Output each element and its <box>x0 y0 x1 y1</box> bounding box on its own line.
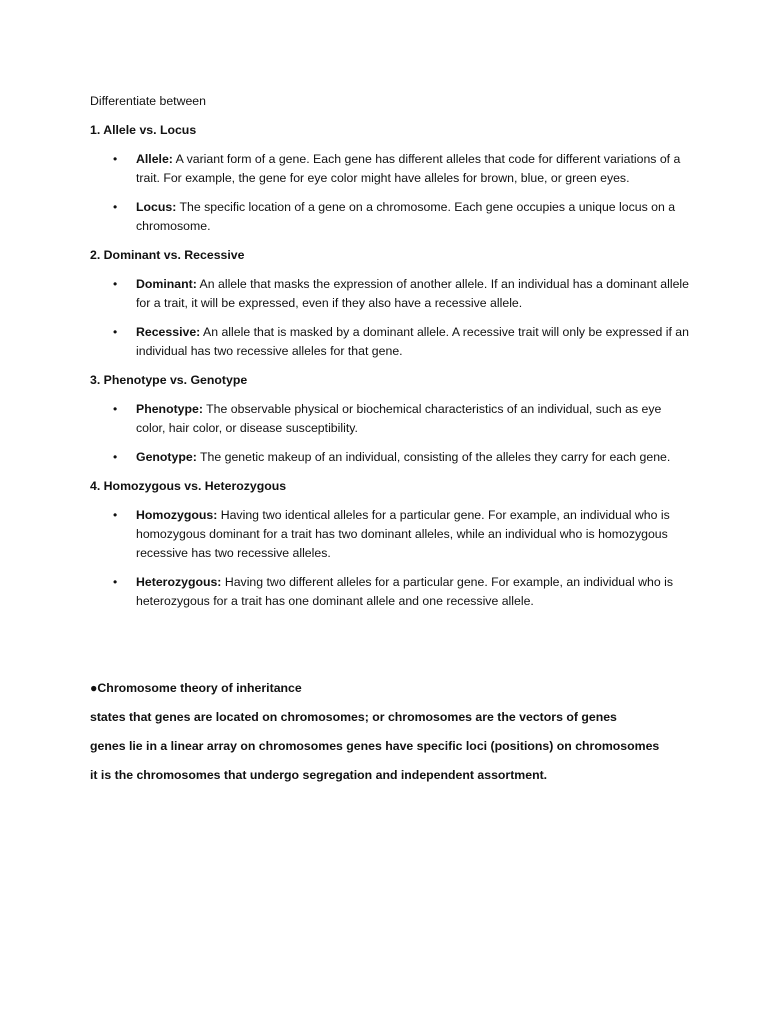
term: Locus: <box>136 200 177 214</box>
bullet-icon: • <box>113 450 118 464</box>
definition: An allele that masks the expression of another allele. If an individual has a dominant allele for a trait, it will be expressed, even if they also have a recessive allele. <box>136 277 689 310</box>
term: Homozygous: <box>136 508 218 522</box>
section-dominant-recessive <box>90 246 690 361</box>
document-body <box>90 92 690 795</box>
theory-heading: ●Chromosome theory of inheritance <box>90 681 302 695</box>
section-chromosome-theory <box>90 679 690 785</box>
list-item <box>90 448 690 467</box>
bullet-icon: • <box>113 508 118 522</box>
section-phenotype-genotype <box>90 371 690 467</box>
theory-line: genes lie in a linear array on chromosomes genes have specific loci (positions) on chromosomes <box>90 739 660 753</box>
section-allele-locus <box>90 121 690 236</box>
bullet-icon: • <box>113 575 118 589</box>
term: Recessive: <box>136 325 201 339</box>
definition: Having two identical alleles for a particular gene. For example, an individual who is homozygous dominant for a trait has two dominant alleles, while an individual who is homozygous recessive has two recessive alleles. <box>136 508 670 560</box>
theory-line: it is the chromosomes that undergo segregation and independent assortment. <box>90 768 548 782</box>
definition-list <box>90 150 690 236</box>
term: Dominant: <box>136 277 197 291</box>
section-heading: 2. Dominant vs. Recessive <box>90 248 245 262</box>
section-heading: 3. Phenotype vs. Genotype <box>90 373 248 387</box>
blank-space <box>90 621 690 679</box>
definition-list <box>90 400 690 467</box>
list-item <box>90 323 690 361</box>
list-item <box>90 573 690 611</box>
term: Heterozygous: <box>136 575 222 589</box>
list-item <box>90 150 690 188</box>
list-item <box>90 275 690 313</box>
bullet-icon: • <box>113 325 118 339</box>
intro-text: Differentiate between <box>90 94 206 108</box>
definition: The observable physical or biochemical characteristics of an individual, such as eye color, hair color, or disease susceptibility. <box>136 402 662 435</box>
list-item <box>90 400 690 438</box>
theory-line: states that genes are located on chromosomes; or chromosomes are the vectors of genes <box>90 710 617 724</box>
bullet-icon: • <box>113 402 118 416</box>
definition: Having two different alleles for a particular gene. For example, an individual who is heterozygous for a trait has one dominant allele and one recessive allele. <box>136 575 673 608</box>
definition-list <box>90 275 690 361</box>
term: Phenotype: <box>136 402 203 416</box>
definition-list <box>90 506 690 611</box>
section-heading: 1. Allele vs. Locus <box>90 123 197 137</box>
term: Allele: <box>136 152 173 166</box>
term: Genotype: <box>136 450 197 464</box>
section-heading: 4. Homozygous vs. Heterozygous <box>90 479 287 493</box>
section-homozygous-heterozygous <box>90 477 690 611</box>
list-item <box>90 506 690 563</box>
list-item <box>90 198 690 236</box>
bullet-icon: • <box>113 200 118 214</box>
bullet-icon: • <box>113 277 118 291</box>
definition: An allele that is masked by a dominant allele. A recessive trait will only be expressed if an individual has two recessive alleles for that gene. <box>136 325 689 358</box>
definition: The genetic makeup of an individual, consisting of the alleles they carry for each gene. <box>196 450 671 464</box>
definition: A variant form of a gene. Each gene has different alleles that code for different variations of a trait. For example, the gene for eye color might have alleles for brown, blue, or green eyes. <box>136 152 681 185</box>
bullet-icon: • <box>113 152 118 166</box>
definition: The specific location of a gene on a chromosome. Each gene occupies a unique locus on a chromosome. <box>136 200 676 233</box>
